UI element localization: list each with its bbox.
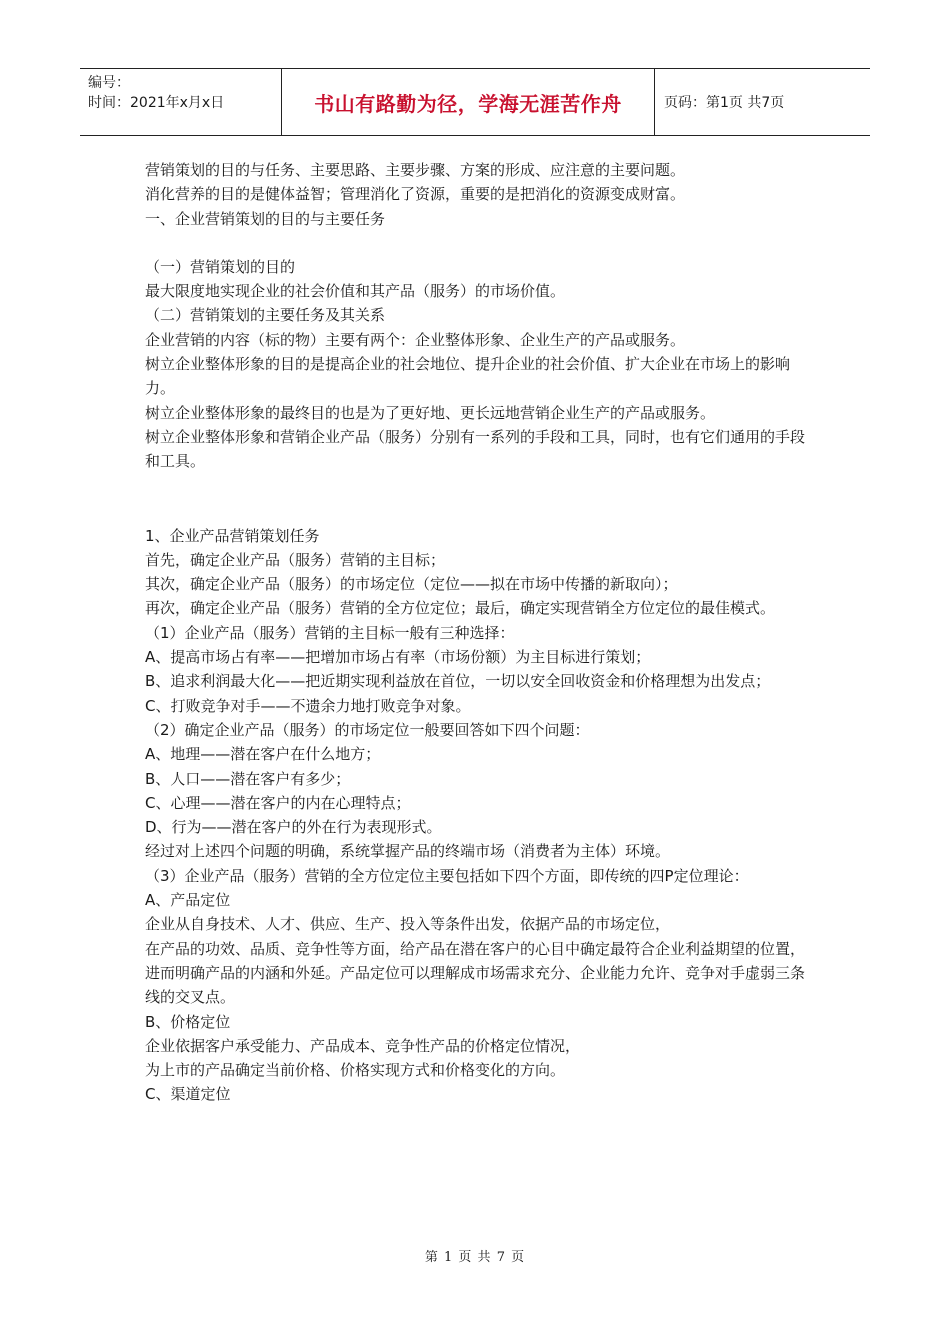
code-label: 编号：: [88, 75, 130, 91]
time-label: 时间：2021年x月x日: [88, 95, 225, 111]
header-motto-cell: [281, 69, 655, 135]
paragraph: 树立企业整体形象的最终目的也是为了更好地、更长远地营销企业生产的产品或服务。: [145, 403, 716, 422]
paragraph: 经过对上述四个问题的明确，系统掌握产品的终端市场（消费者为主体）环境。: [145, 842, 671, 861]
paragraph: 企业依据客户承受能力、产品成本、竞争性产品的价格定位情况，: [145, 1036, 581, 1055]
document-body: [145, 158, 805, 1107]
paragraph: （一）营销策划的目的: [145, 257, 296, 276]
paragraph: A、地理——潜在客户在什么地方；: [145, 745, 381, 764]
paragraph: A、提高市场占有率——把增加市场占有率（市场份额）为主目标进行策划；: [145, 648, 651, 667]
page-label: 页码：第1页 共7页: [664, 95, 785, 111]
paragraph: B、追求利润最大化——把近期实现利益放在首位，一切以安全回收资金和价格理想为出发点；: [145, 672, 771, 691]
paragraph: （1）企业产品（服务）营销的主目标一般有三种选择：: [145, 623, 515, 642]
paragraph: （2）确定企业产品（服务）的市场定位一般要回答如下四个问题：: [145, 720, 590, 739]
document-header: [80, 68, 870, 136]
paragraph: 为上市的产品确定当前价格、价格实现方式和价格变化的方向。: [145, 1061, 566, 1080]
paragraph: C、打败竞争对手——不遗余力地打败竞争对象。: [145, 696, 471, 715]
header-page-cell: [655, 69, 870, 135]
motto: 书山有路勤为径，学海无涯苦作舟: [314, 91, 622, 116]
paragraph: B、价格定位: [145, 1012, 231, 1031]
paragraph: 进而明确产品的内涵和外延。产品定位可以理解成市场需求充分、企业能力允许、竞争对手虚弱三条线的交叉点。: [145, 963, 806, 1007]
paragraph: 企业营销的内容（标的物）主要有两个：企业整体形象、企业生产的产品或服务。: [145, 330, 686, 349]
paragraph: （3）企业产品（服务）营销的全方位定位主要包括如下四个方面，即传统的四P定位理论：: [145, 866, 749, 885]
spacer: [145, 231, 805, 255]
paragraph: 消化营养的目的是健体益智；管理消化了资源，重要的是把消化的资源变成财富。: [145, 185, 686, 204]
paragraph: A、产品定位: [145, 891, 231, 910]
paragraph: 树立企业整体形象的目的是提高企业的社会地位、提升企业的社会价值、扩大企业在市场上的影响力。: [145, 355, 791, 398]
paragraph: 再次，确定企业产品（服务）营销的全方位定位；最后，确定实现营销全方位定位的最佳模式。: [145, 599, 776, 618]
paragraph: 企业从自身技术、人才、供应、生产、投入等条件出发，依据产品的市场定位，: [145, 915, 671, 934]
header-meta: [80, 69, 281, 135]
section-product-tasks: [145, 524, 805, 1107]
paragraph: 首先，确定企业产品（服务）营销的主目标；: [145, 550, 446, 569]
paragraph: 其次，确定企业产品（服务）的市场定位（定位——拟在市场中传播的新取向）；: [145, 575, 678, 594]
paragraph: C、心理——潜在客户的内在心理特点；: [145, 793, 411, 812]
paragraph: 最大限度地实现企业的社会价值和其产品（服务）的市场价值。: [145, 282, 566, 301]
paragraph: 营销策划的目的与任务、主要思路、主要步骤、方案的形成、应注意的主要问题。: [145, 161, 686, 179]
paragraph: B、人口——潜在客户有多少；: [145, 769, 351, 788]
paragraph: 树立企业整体形象和营销企业产品（服务）分别有一系列的手段和工具，同时，也有它们通用的手段和工具。: [145, 427, 806, 471]
paragraph: 在产品的功效、品质、竞争性等方面，给产品在潜在客户的心目中确定最符合企业利益期望的位置，: [145, 939, 806, 958]
paragraph: （二）营销策划的主要任务及其关系: [145, 306, 386, 325]
section-purpose: [145, 255, 805, 474]
paragraph: C、渠道定位: [145, 1085, 231, 1104]
intro-block: [145, 158, 805, 231]
paragraph: 一、企业营销策划的目的与主要任务: [145, 209, 386, 228]
paragraph: D、行为——潜在客户的外在行为表现形式。: [145, 818, 442, 837]
page-footer: 第 1 页 共 7 页: [424, 1250, 526, 1265]
paragraph: 1、企业产品营销策划任务: [145, 526, 320, 545]
spacer: [145, 474, 805, 524]
